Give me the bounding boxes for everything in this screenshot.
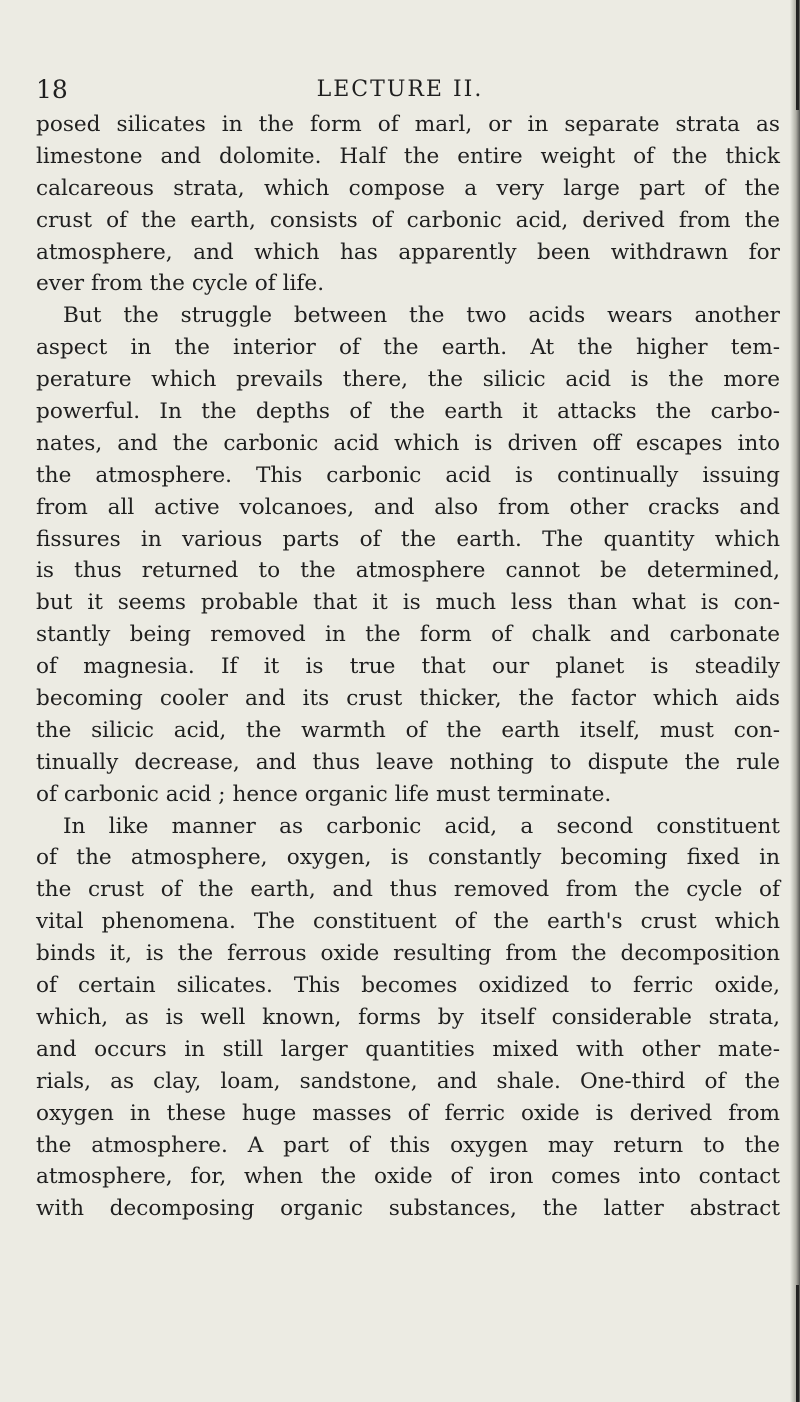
text-line: of magnesia. If it is true that our planet is steadily — [36, 654, 780, 680]
page-edge-shadow — [790, 0, 800, 1402]
text-line: oxygen in these huge masses of ferric oxide is derived from — [36, 1100, 780, 1126]
text-line: limestone and dolomite. Half the entire weight of the thick — [36, 143, 780, 169]
text-line: from all active volcanoes, and also from other cracks and — [36, 494, 780, 520]
text-line: becoming cooler and its crust thicker, the factor which aids — [36, 686, 780, 712]
text-line: is thus returned to the atmosphere cannot be determined, — [36, 558, 780, 584]
text-line: posed silicates in the form of marl, or in separate strata as — [36, 112, 780, 137]
text-line: In like manner as carbonic acid, a second constituent — [63, 813, 780, 839]
text-line: But the struggle between the two acids wears another — [63, 303, 780, 329]
text-line: the crust of the earth, and thus removed from the cycle of — [36, 877, 780, 903]
text-line: of the atmosphere, oxygen, is constantly becoming fixed in — [36, 845, 780, 871]
text-line: the atmosphere. A part of this oxygen may return to the — [36, 1132, 780, 1158]
running-head: LECTURE II. — [316, 77, 484, 102]
text-line: vital phenomena. The constituent of the earth's crust which — [36, 909, 780, 935]
text-line: nates, and the carbonic acid which is driven off escapes into — [36, 430, 780, 456]
text-line: and occurs in still larger quantities mixed with other mate- — [36, 1036, 780, 1062]
text-line: but it seems probable that it is much less than what is con- — [36, 590, 780, 616]
text-line: perature which prevails there, the silicic acid is the more — [36, 367, 780, 393]
text-line: binds it, is the ferrous oxide resulting from the decomposition — [36, 941, 780, 967]
text-line: calcareous strata, which compose a very large part of the — [36, 175, 780, 201]
body-text — [36, 109, 780, 1225]
text-line: ever from the cycle of life. — [36, 271, 325, 297]
text-line: atmosphere, for, when the oxide of iron comes into contact — [36, 1164, 780, 1190]
text-line: atmosphere, and which has apparently been withdrawn for — [36, 239, 780, 265]
text-line: rials, as clay, loam, sandstone, and shale. One-third of the — [36, 1068, 780, 1094]
text-line: with decomposing organic substances, the latter abstract — [36, 1196, 780, 1222]
text-line: powerful. In the depths of the earth it attacks the carbo- — [36, 399, 780, 425]
text-line: crust of the earth, consists of carbonic acid, derived from the — [36, 207, 780, 233]
page-edge-mark — [796, 1285, 799, 1402]
text-line: of carbonic acid ; hence organic life must terminate. — [36, 781, 612, 807]
text-line: stantly being removed in the form of chalk and carbonate — [36, 622, 780, 648]
text-line: the silicic acid, the warmth of the earth itself, must con- — [36, 717, 780, 743]
text-line: of certain silicates. This becomes oxidized to ferric oxide, — [36, 973, 780, 999]
page-edge-mark — [796, 0, 799, 110]
text-line: tinually decrease, and thus leave nothing to dispute the rule — [36, 749, 780, 775]
page-number: 18 — [36, 75, 68, 104]
text-line: fissures in various parts of the earth. The quantity which — [36, 526, 780, 552]
text-line: the atmosphere. This carbonic acid is continually issuing — [36, 462, 780, 488]
text-line: aspect in the interior of the earth. At the higher tem- — [36, 335, 780, 361]
text-line: which, as is well known, forms by itself considerable strata, — [36, 1004, 780, 1030]
